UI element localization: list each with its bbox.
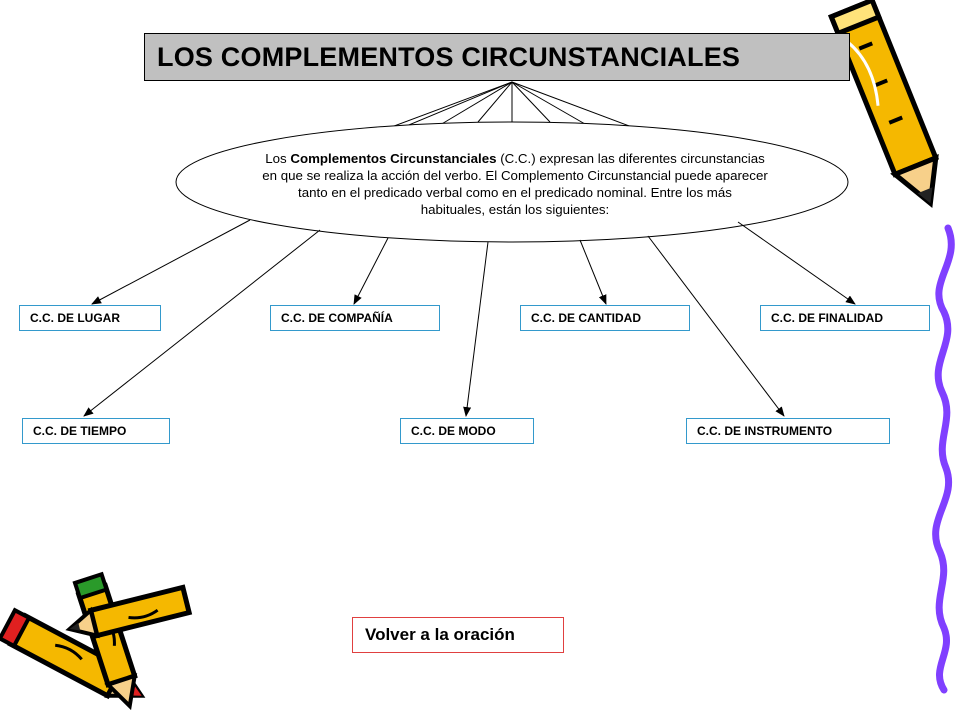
box-cc-tiempo[interactable]: C.C. DE TIEMPO bbox=[22, 418, 170, 444]
intro-line3: tanto en el predicado verbal como en el predicado nominal. Entre los más bbox=[298, 185, 732, 200]
squiggle-decoration bbox=[936, 228, 952, 690]
box-cc-instrumento[interactable]: C.C. DE INSTRUMENTO bbox=[686, 418, 890, 444]
box-cc-compania[interactable]: C.C. DE COMPAÑÍA bbox=[270, 305, 440, 331]
box-cc-finalidad[interactable]: C.C. DE FINALIDAD bbox=[760, 305, 930, 331]
intro-text bbox=[205, 150, 825, 218]
category-arrows bbox=[84, 220, 855, 416]
intro-line2: en que se realiza la acción del verbo. El Complemento Circunstancial puede aparecer bbox=[262, 168, 768, 183]
page-title: LOS COMPLEMENTOS CIRCUNSTANCIALES bbox=[144, 33, 850, 81]
pencil-icon bbox=[831, 0, 950, 211]
back-to-sentence-button[interactable]: Volver a la oración bbox=[352, 617, 564, 653]
intro-line1-bold: Complementos Circunstanciales bbox=[290, 151, 497, 166]
pencils-icon bbox=[0, 574, 189, 710]
box-cc-cantidad[interactable]: C.C. DE CANTIDAD bbox=[520, 305, 690, 331]
intro-line4: habituales, están los siguientes: bbox=[420, 202, 610, 217]
box-cc-lugar[interactable]: C.C. DE LUGAR bbox=[19, 305, 161, 331]
intro-line1-post: (C.C.) expresan las diferentes circunstancias bbox=[496, 151, 765, 166]
intro-line1-pre: Los bbox=[265, 151, 291, 166]
box-cc-modo[interactable]: C.C. DE MODO bbox=[400, 418, 534, 444]
